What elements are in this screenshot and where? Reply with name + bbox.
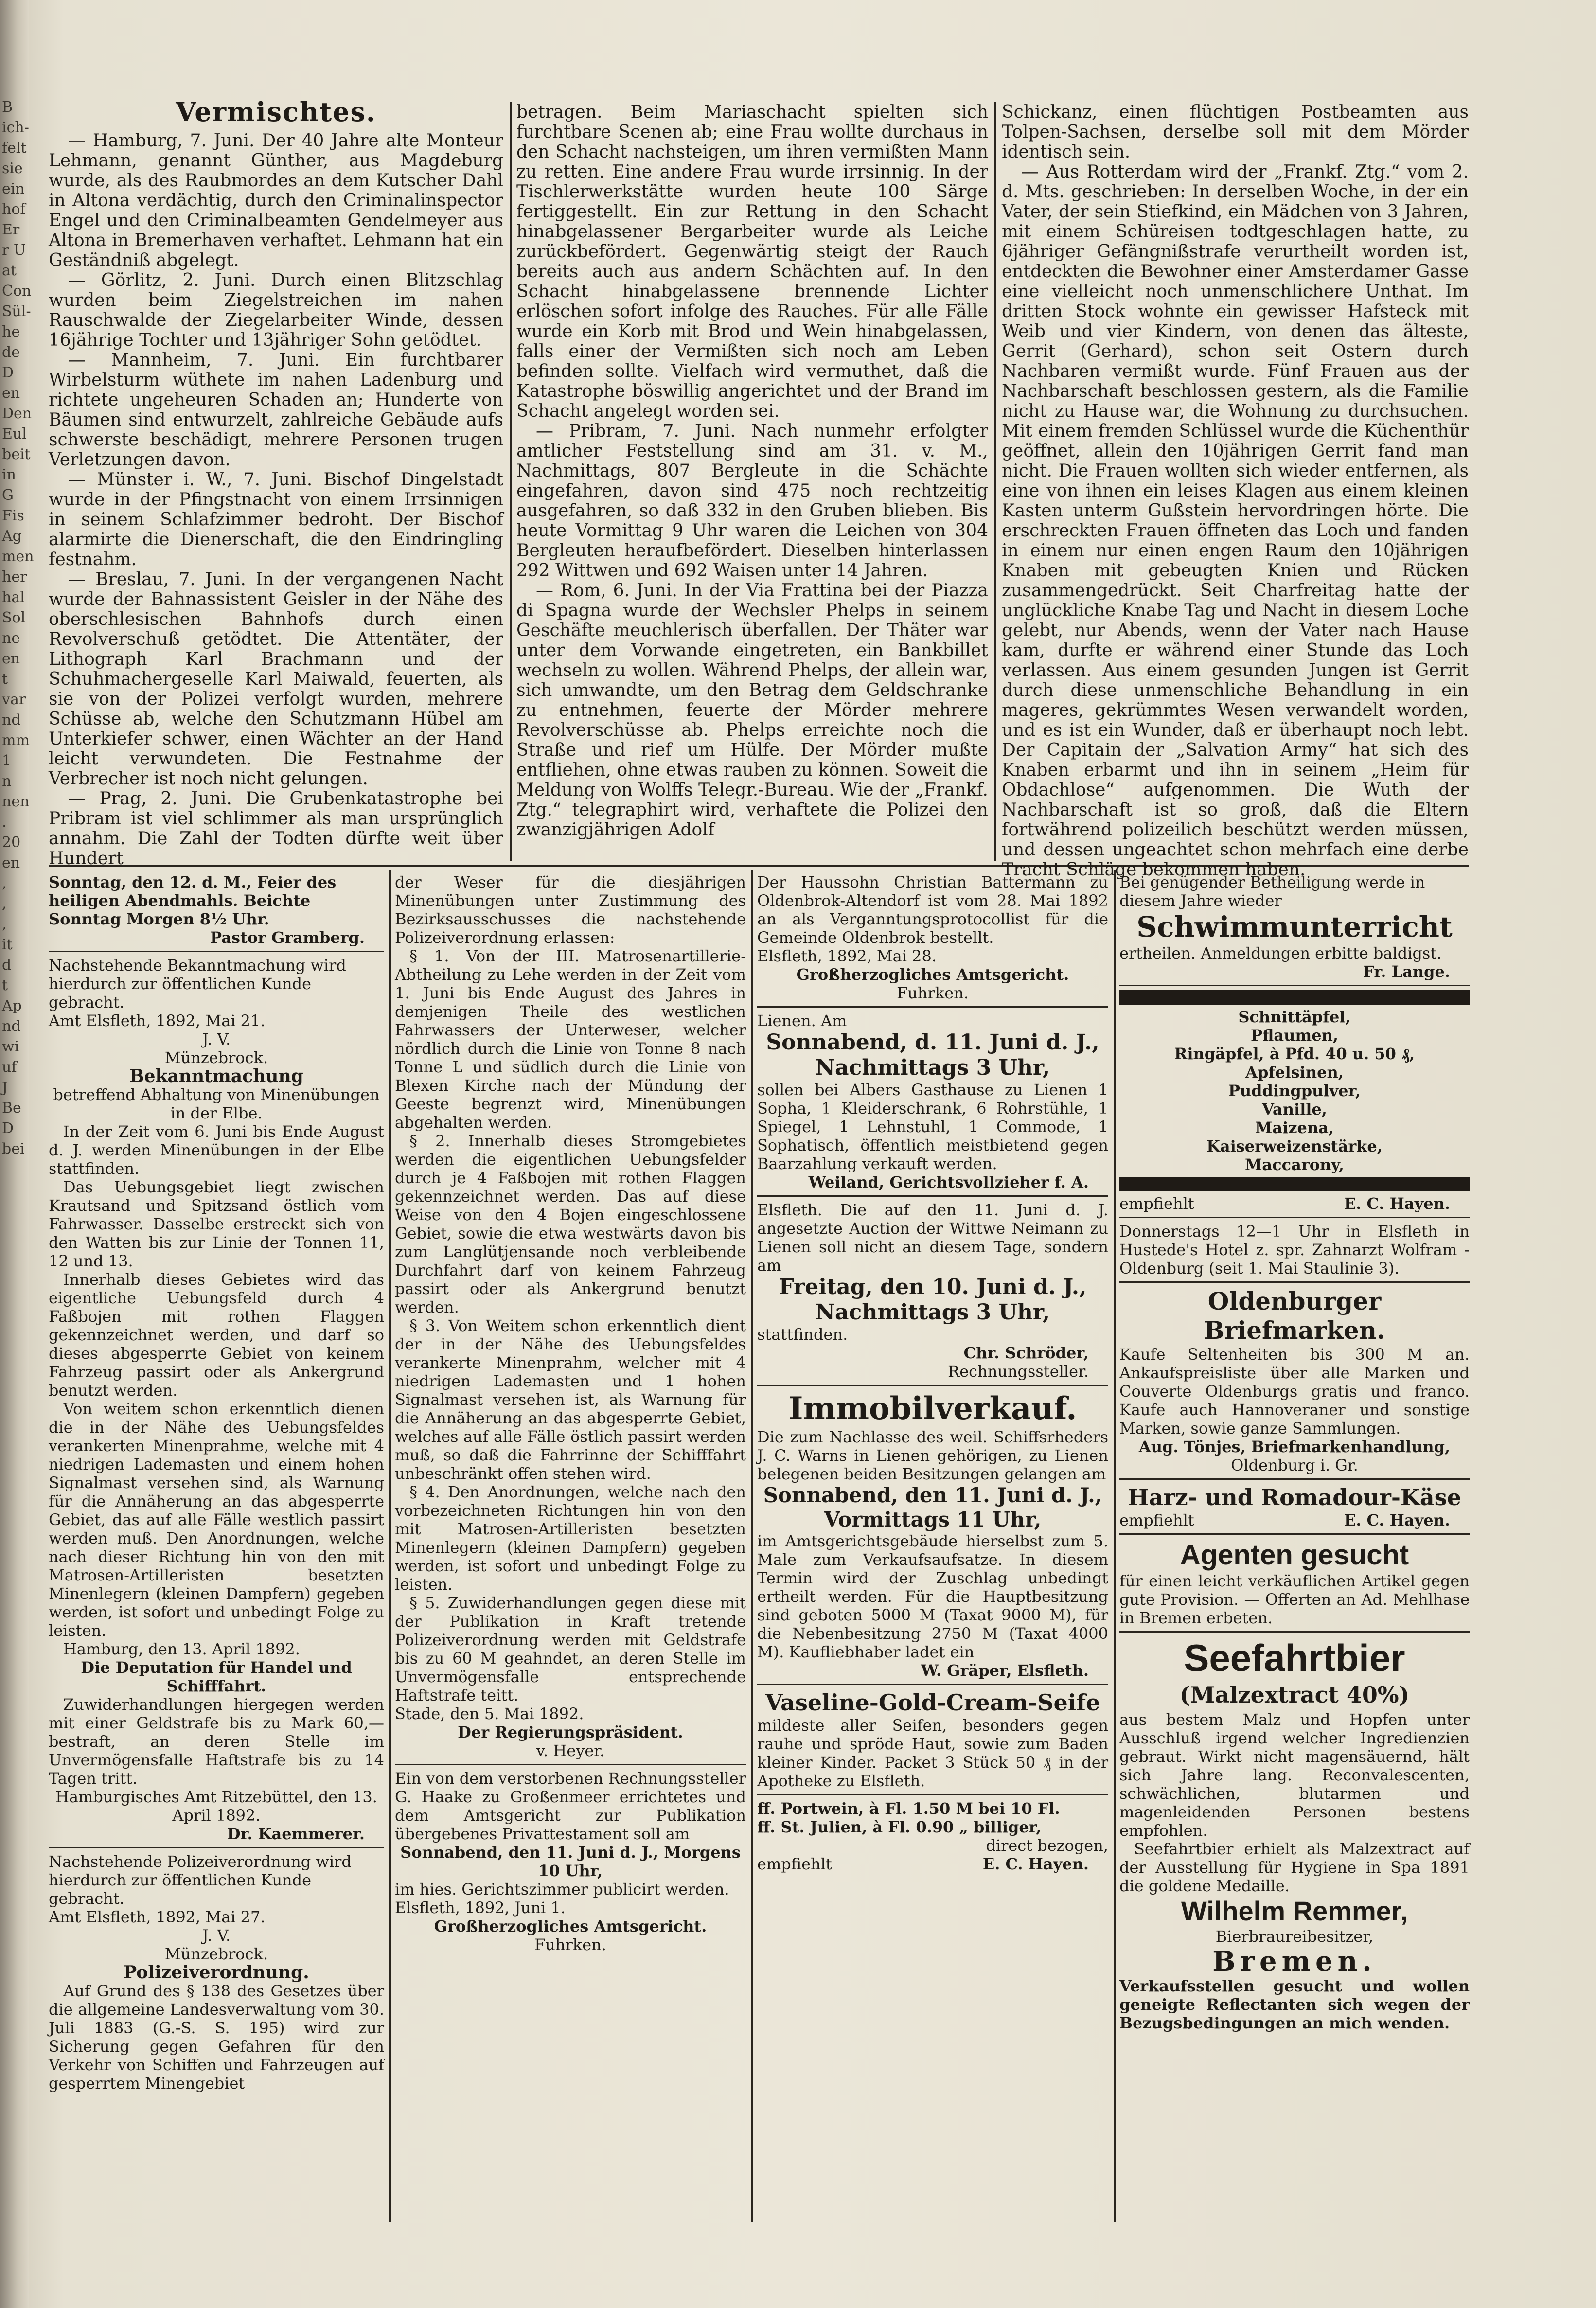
divider — [757, 1195, 1108, 1197]
notice-name: Münzebrock. — [164, 1048, 268, 1067]
news-paragraph: — Prag, 2. Juni. Die Grubenkatastrophe bei Pribram ist viel schlimmer als man ursprünglich annahm. Die Zahl der Todten dürfte weit über Hundert — [49, 789, 503, 869]
verkauf-text: Verkaufsstellen gesucht und wollen geneigte Reflectanten sich wegen der Bezugsbedingungen an mich wenden. — [1119, 1977, 1470, 2032]
immo-text: Die zum Nachlasse des weil. Schiffsrheders J. C. Warns in Lienen gehörigen, zu Lienen belegenen beiden Besitzungen gelangen am — [757, 1428, 1108, 1483]
divider — [1119, 1631, 1470, 1633]
signature: Weiland, Gerichtsvollzieher f. A. — [808, 1173, 1089, 1191]
news-paragraph: — Görlitz, 2. Juni. Durch einen Blitzschlag wurden beim Ziegelstreichen im nahen Rauschwalde der Ziegelarbeiter Winde, dessen 16jährige Tochter und 13jähriger Sohn getödtet. — [49, 270, 503, 350]
spine-text-fragments: B ich- felt sie ein hof Er r U at Con Sül- he de D en Den Eul beit in G Fis Ag men her hal Sol ne en t var nd mm 1 n nen . 20 en , , , it d t Ap nd wi uf J Be D bei — [2, 99, 34, 1157]
empfiehlt-row — [1119, 1511, 1470, 1529]
testament-rest: im hies. Gerichtszimmer publicirt werden. — [395, 1880, 729, 1899]
notice-iv: J. V. — [202, 1030, 231, 1048]
news-paragraph: — Rom, 6. Juni. In der Via Frattina bei der Piazza di Spagna wurde der Wechsler Phelps in seinem Geschäfte meuchlerisch überfallen. Der Thäter war unter dem Vorwande eingetreten, ein Bankbillet wechseln zu wollen. Während Phelps, der allein war, sich umwandte, um den Betrag dem Geldschranke zu entnehmen, feuerte der Mörder mehrere Revolverschüsse ab. Phelps erreichte noch die Straße und rief um Hülfe. Der Mörder mußte entfliehen, ohne etwas rauben zu können. Soweit die Meldung von Wolffs Telegr.-Bureau. Wie der „Frankf. Ztg.“ telegraphirt wird, verhaftete die Polizei den zwanzigjährigen Adolf — [516, 581, 988, 840]
seefahrtbier-title: Seefahrtbier — [1184, 1636, 1405, 1679]
news-paragraph: — Hamburg, 7. Juni. Der 40 Jahre alte Monteur Lehmann, genannt Günther, aus Magdeburg wurde, als des Raubmordes an dem Kutscher Dahl in Altona verdächtig, durch den Criminalinspector Engel und den Criminalbeamten Gendelmeyer aus Altona in Bremerhaven verhaftet. Lehmann hat ein Geständniß abgelegt. — [49, 131, 503, 270]
notice-date: Amt Elsfleth, 1892, Mai 27. — [49, 1908, 266, 1926]
bekanntmachung-title: Bekanntmachung — [129, 1066, 303, 1086]
vermischtes-column — [49, 96, 503, 869]
column-rule — [510, 102, 512, 861]
notice-paragraph: § 4. Den Anordnungen, welche nach den vorbezeichneten Richtungen hin von den mit Matrosen-Artilleristen besetzten Minenlegern (kleinen Dampfern) gegeben werden, ist sofort und unbedingt Folge zu leisten. — [395, 1483, 746, 1594]
news-paragraph: — Breslau, 7. Juni. In der vergangenen Nacht wurde der Bahnassistent Geisler in der Nähe des oberschlesischen Bahnhofs durch einen Revolverschuß getödtet. Die Attentäter, der Lithograph Karl Brachmann und der Schuhmachergeselle Karl Maiwald, feuerten, als sie von der Polizei verfolgt wurden, mehrere Schüsse ab, welche den Schutzmann Hübel am Unterkiefer schwer, einen Wächter an der Hand leicht verwundeten. Die Festnahme der Verbrecher ist noch nicht gelungen. — [49, 569, 503, 789]
empfiehlt-row — [757, 1855, 1108, 1873]
auction-place: Lienen. Am — [757, 1012, 847, 1030]
battermann-notice: Der Haussohn Christian Battermann zu Oldenbrok-Altendorf ist vom 28. Mai 1892 an als Verganntungsprotocollist für die Gemeinde Oldenbrok bestellt. — [757, 873, 1108, 947]
divider — [1119, 1533, 1470, 1535]
grocery-item: Ringäpfel, à Pfd. 40 u. 50 ₰, — [1174, 1045, 1415, 1063]
notice-name: Münzebrock. — [164, 1945, 268, 1963]
auction-text: sollen bei Albers Gasthause zu Lienen 1 Sopha, 1 Kleiderschrank, 6 Rohrstühle, 1 Spiegel, 1 Lehnstuhl, 1 Commode, 1 Sophatisch, öffentlich meistbietend gegen Baarzahlung verkauft werden. — [757, 1081, 1108, 1173]
schwimmunterricht-title: Schwimmunterricht — [1136, 910, 1453, 943]
grocery-item: Maizena, — [1255, 1118, 1334, 1137]
vermischtes-heading: Vermischtes. — [176, 96, 376, 127]
notice-paragraph: § 5. Zuwiderhandlungen gegen diese mit der Publikation in Kraft tretende Polizeiverordnung werden mit Geldstrafe bis zu 60 M geahndet, an deren Stelle im Unvermögensfalle entsprechende Haftstrafe teitt. — [395, 1594, 746, 1704]
signature-role: Rechnungssteller. — [948, 1362, 1089, 1381]
signature: E. C. Hayen. — [1344, 1194, 1450, 1213]
column-rule — [389, 870, 391, 2222]
divider — [395, 1764, 746, 1765]
testament-date: Sonnabend, den 11. Juni d. J., Morgens 10 Uhr, — [400, 1843, 741, 1880]
divider — [1119, 1217, 1470, 1218]
signature: Fuhrken. — [897, 984, 969, 1002]
empfiehlt: empfiehlt — [1119, 1194, 1194, 1213]
grocery-item: Maccarony, — [1245, 1155, 1344, 1174]
divider — [757, 1684, 1108, 1685]
news-paragraph: — Münster i. W., 7. Juni. Bischof Dingelstadt wurde in der Pfingstnacht von einem Irrsinnigen in seinem Schlafzimmer bedroht. Der Bischof alarmirte die Dienerschaft, die den Eindringling festnahm. — [49, 470, 503, 569]
grocery-item: Vanille, — [1262, 1100, 1327, 1118]
notice-paragraph: Das Uebungsgebiet liegt zwischen Krautsand und Spitzsand östlich vom Fahrwasser. Dasselbe erstreckt sich von den Watten bis zur Linie der Tonnen 11, 12 und 13. — [49, 1178, 384, 1270]
amtsgericht: Großherzogliches Amtsgericht. — [796, 965, 1069, 984]
column-rule — [1114, 870, 1116, 2222]
decorative-bar — [1119, 990, 1470, 1005]
news-paragraph: — Mannheim, 7. Juni. Ein furchtbarer Wirbelsturm wüthete im nahen Ladenburg und richtete ungeheuren Schaden an; Hunderte von Bäumen sind entwurzelt, zahlreiche Gebäude aufs schwerste beschädigt, mehrere Personen trugen Verletzungen davon. — [49, 350, 503, 470]
immo-rest: im Amtsgerichtsgebäude hierselbst zum 5. Male zum Verkaufsaufsatze. In diesem Termin wird der Zuschlag unbedingt ertheilt werden. Für die Hauptbesitzung sind geboten 5000 M (Taxat 9000 M), für die Nebenbesitzung 2750 M (Taxat 4000 M). Kaufliebhaber ladet ein — [757, 1532, 1108, 1661]
agenten-text: für einen leicht verkäuflichen Artikel gegen gute Provision. — Offerten an Ad. Mehlhase in Bremen erbeten. — [1119, 1572, 1470, 1627]
remmer-name: Wilhelm Remmer, — [1181, 1896, 1408, 1926]
notice-date: Elsfleth, 1892, Mai 28. — [757, 947, 937, 965]
notice-intro: Nachstehende Polizeiverordnung wird hierdurch zur öffentlichen Kunde gebracht. — [49, 1852, 352, 1908]
notice-iv: J. V. — [202, 1926, 231, 1945]
signature: Aug. Tönjes, Briefmarkenhandlung, — [1138, 1438, 1451, 1456]
grocery-item: Schnittäpfel, — [1238, 1008, 1351, 1026]
column-rule — [751, 870, 753, 2222]
signature: Pastor Gramberg. — [210, 928, 365, 947]
signature: Chr. Schröder, — [963, 1344, 1089, 1362]
amtsgericht: Großherzogliches Amtsgericht. — [434, 1917, 707, 1935]
deputation: Die Deputation für Handel und Schifffahrt. — [81, 1658, 352, 1695]
news-paragraph: — Aus Rotterdam wird der „Frankf. Ztg.“ vom 2. d. Mts. geschrieben: In derselben Woche, in der ein Vater, der sein Stiefkind, ein Mädchen von 3 Jahren, mit einem Schüreisen todtgeschlagen hatte, zu 6jähriger Gefängnißstrafe verurtheilt worden ist, entdeckten die Bewohner einer Amsterdamer Gasse eine vielleicht noch unmenschlichere Unthat. Im dritten Stock wohnte ein gewisser Hafsteck mit Weib und vier Kindern, von denen das älteste, Gerrit (Gerhard), schon seit Ostern durch Nachbaren vermißt wurde. Fünf Frauen aus der Nachbarschaft beschlossen gestern, als die Familie nicht zu Hause war, die Wohnung zu durchsuchen. Mit einem fremden Schlüssel wurde die Küchenthür geöffnet, allein den 10jährigen Gerrit fand man nicht. Die Frauen wollten sich wieder entfernen, als eine von ihnen ein leises Klagen aus einem kleinen Kasten unterm Gußstein hervordringen hörte. Die erschreckten Frauen öffneten das Loch und fanden in einem nur einen engen Raum den 10jährigen Knaben mit gebeugten Knien und Rücken zusammengedrückt. Seit Charfreitag hatte der unglückliche Knabe Tag und Nacht in diesem Loche gelebt, nur Abends, wenn der Vater nach Hause kam, durfte er während einer Stunde das Loch verlassen. Aus einem gesunden Jungen ist Gerrit durch diese unmenschliche Behandlung in ein mageres, gekrümmtes Wesen verwandelt worden, und es ist ein Wunder, daß er überhaupt noch lebt. Der Capitain der „Salvation Army“ hat sich des Knaben erbarmt und ihn in seinem „Heim für Obdachlose“ aufgenommen. Die Wuth der Nachbarschaft ist so groß, daß die Eltern fortwährend polizeilich beschützt werden müssen, und dessen ungeachtet schon mehrfach eine derbe Tracht Schläge bekommen haben. — [1002, 162, 1469, 880]
binding-spine — [0, 0, 34, 2308]
divider — [757, 1385, 1108, 1386]
notice-intro: Nachstehende Bekanntmachung wird hierdurch zur öffentlichen Kunde gebracht. — [49, 956, 346, 1012]
notice-paragraph: Hamburg, den 13. April 1892. — [63, 1640, 300, 1658]
signature-place: Oldenburg i. Gr. — [1231, 1456, 1358, 1474]
zahnarzt-notice: Donnerstags 12—1 Uhr in Elsfleth in Hustede's Hotel z. spr. Zahnarzt Wolfram - Oldenburg (seit 1. Mai Staulinie 3). — [1119, 1222, 1470, 1278]
testament-notice: Ein von dem verstorbenen Rechnungssteller G. Haake zu Großenmeer errichtetes und dem Amtsgericht zur Publikation übergebenes Privattestament soll am — [395, 1769, 746, 1843]
news-column-2 — [516, 102, 988, 861]
polizeiverordnung-title: Polizeiverordnung. — [124, 1962, 309, 1983]
ads-column-4 — [1119, 873, 1470, 2220]
signature: Fr. Lange. — [1363, 962, 1450, 981]
news-paragraph: betragen. Beim Mariaschacht spielten sich furchtbare Scenen ab; eine Frau wollte durchaus in den Schacht nachsteigen, um ihren vermißten Mann zu retten. Eine andere Frau wurde irrsinnig. In der Tischlerwerkstätte wurden heute 100 Särge fertiggestellt. Ein zur Rettung in den Schacht hinabgelassener Bergarbeiter wurde als Leiche zurückbefördert. Gegenwärtig steigt der Rauch bereits auch aus andern Schächten auf. In den Schacht hinabgelassene brennende Lichter erlöschen sofort infolge des Rauches. Für alle Fälle wurde ein Korb mit Brod und Wein hinabgelassen, falls einer der Vermißten sich noch am Leben befinden sollte. Vielfach wird vermuthet, daß die Katastrophe böswillig angerichtet und der Brand im Schacht angelegt worden sei. — [516, 102, 988, 421]
decorative-bar — [1119, 1177, 1470, 1191]
bremen: Bremen. — [1212, 1945, 1377, 1977]
signature: Dr. Kaemmerer. — [227, 1825, 365, 1843]
notice-date: Elsfleth, 1892, Juni 1. — [395, 1899, 566, 1917]
empfiehlt-row — [1119, 1194, 1470, 1213]
divider — [757, 1794, 1108, 1795]
immo-date: Sonnabend, den 11. Juni d. J., Vormittags 11 Uhr, — [763, 1483, 1102, 1531]
grocery-item: Apfelsinen, — [1245, 1063, 1344, 1082]
news-paragraph: — Pribram, 7. Juni. Nach nunmehr erfolgter amtlicher Feststellung sind am 31. v. M., Nachmittags, 807 Bergleute in die Schächte eingefahren, davon sind 475 noch rechtzeitig ausgefahren, so daß 332 in den Gruben blieben. Bis heute Vormittag 9 Uhr waren die Leichen von 304 Bergleuten heraufbefördert. Dieselben hinterlassen 292 Wittwen und 692 Waisen unter 14 Jahren. — [516, 421, 988, 581]
news-paragraph: Schickanz, einen flüchtigen Postbeamten aus Tolpen-Sachsen, derselbe soll mit dem Mörder identisch sein. — [1002, 102, 1469, 162]
notice-paragraph: § 2. Innerhalb dieses Stromgebietes werden die eigentlichen Uebungsfelder durch je 4 Faßbojen mit rothen Flaggen gekennzeichnet werden. Das auf diese Weise von den 4 Bojen eingeschlossene Gebiet, sowie die etwa westwärts davon bis zum Langlütjensande noch verbleibende Durchfahrt darf von keinem Fahrzeug passirt oder als Ankergrund benutzt werden. — [395, 1132, 746, 1316]
notices-column-1 — [49, 873, 384, 2220]
notices-column-2 — [395, 873, 746, 2220]
schwimm-text: ertheilen. Anmeldungen erbitte baldigst. — [1119, 944, 1442, 962]
vaseline-title: Vaseline-Gold-Cream-Seife — [765, 1689, 1100, 1716]
divider — [1119, 985, 1470, 986]
notice-paragraph: In der Zeit vom 6. Juni bis Ende August d. J. werden Minenübungen in der Elbe stattfinden. — [49, 1122, 384, 1178]
agenten-title: Agenten gesucht — [1180, 1539, 1409, 1571]
notice-paragraph: Zuwiderhandlungen hiergegen werden mit einer Geldstrafe bis zu Mark 60,— bestraft, an deren Stelle im Unvermögensfalle Haftstrafe bis zu 14 Tagen tritt. — [49, 1695, 384, 1788]
schwimm-intro: Bei genügender Betheiligung werde in diesem Jahre wieder — [1119, 873, 1425, 910]
signature: W. Gräper, Elsfleth. — [921, 1661, 1089, 1680]
notice-paragraph: § 1. Von der III. Matrosenartillerie-Abtheilung zu Lehe werden in der Zeit vom 1. Juni bis Ende August des Jahres in demjenigen Theile des westlichen Fahrwassers der Unterweser, welcher nördlich durch die Linie von Tonne 8 nach Tonne L und südlich durch die Linie von Blexen Kirche nach der Mündung der Geeste begrenzt wird, Minenübungen abgehalten werden. — [395, 947, 746, 1132]
seefahrt-text: aus bestem Malz und Hopfen unter Ausschluß irgend welcher Ingredienzien gebraut. Wirkt nicht magensäuernd, hält sich Jahre lang. Reconvalescenten, schwächlichen, blutarmen und magenleidenden Personen bestens empfohlen. — [1119, 1710, 1470, 1840]
sonntag-notice: Sonntag, den 12. d. M., Feier des heiligen Abendmahls. Beichte Sonntag Morgen 8½ Uhr. — [49, 873, 337, 928]
portwein: ff. Portwein, à Fl. 1.50 M bei 10 Fl. — [757, 1799, 1060, 1818]
auction-rest: stattfinden. — [757, 1325, 848, 1344]
empfiehlt: empfiehlt — [1119, 1511, 1194, 1529]
auction-date: Sonnabend, d. 11. Juni d. J., Nachmittags 3 Uhr, — [766, 1030, 1099, 1080]
empfiehlt: empfiehlt — [757, 1855, 832, 1873]
news-column-3 — [1002, 102, 1469, 880]
grocery-item: Kaiserweizenstärke, — [1206, 1137, 1383, 1155]
grocery-item: Puddingpulver, — [1228, 1082, 1361, 1100]
divider — [1119, 1281, 1470, 1283]
direct: direct bezogen, — [986, 1836, 1108, 1855]
notice-date: Amt Elsfleth, 1892, Mai 21. — [49, 1012, 266, 1030]
notice-paragraph: § 3. Von Weitem schon erkenntlich dient der in der Nähe des Uebungsfeldes verankerte Minenprahm, welcher mit 4 niedrigen Lademasten und 1 hohen Signalmast versehen ist, als Warnung für die Annäherung an das abgesperrte Gebiet, welches auf alle Fälle östlich passirt werden muß, so daß die Fahrrinne der Schifffahrt unbeschränkt offen stehen wird. — [395, 1316, 746, 1483]
auction-date: Freitag, den 10. Juni d. J., Nachmittags 3 Uhr, — [779, 1275, 1087, 1325]
remmer-role: Bierbraureibesitzer, — [1215, 1927, 1374, 1946]
divider — [49, 951, 384, 952]
column-rule — [994, 102, 996, 861]
ritzebuettel: Hamburgisches Amt Ritzebüttel, den 13. April 1892. — [55, 1788, 377, 1825]
grocery-item: Pflaumen, — [1251, 1026, 1338, 1045]
auction-notice: Elsfleth. Die auf den 11. Juni d. J. angesetzte Auction der Wittwe Neimann zu Lienen soll nicht an diesem Tage, sondern am — [757, 1201, 1108, 1275]
signature: E. C. Hayen. — [982, 1855, 1089, 1873]
malzextract: (Malzextract 40%) — [1179, 1682, 1410, 1708]
bekanntmachung-subtitle: betreffend Abhaltung von Minenübungen in der Elbe. — [53, 1085, 380, 1122]
briefmarken-title: Oldenburger Briefmarken. — [1204, 1287, 1385, 1345]
praesident: Der Regierungspräsident. — [458, 1723, 683, 1741]
signature: v. Heyer. — [536, 1741, 605, 1760]
ads-column-3 — [757, 873, 1108, 2220]
vaseline-text: mildeste aller Seifen, besonders gegen rauhe und spröde Haut, sowie zum Baden kleiner Kinder. Packet 3 Stück 50 ₰ in der Apotheke zu Elsfleth. — [757, 1716, 1108, 1790]
notice-date: Stade, den 5. Mai 1892. — [395, 1704, 584, 1723]
notice-paragraph: Von weitem schon erkenntlich dienen die in der Nähe des Uebungsfeldes verankerten Minenprahme, welche mit 4 niedrigen Lademasten und einem hohen Signalmast versehen sind, als Warnung für die Annäherung an das abgesperrte Gebiet, das auf alle Fälle westlich passirt werden muß. Den Anordnungen, welche nach dieser Richtung hin von den mit Matrosen-Artilleristen besetzten Minenlegern (kleinen Dampfern) gegeben werden, ist sofort und unbedingt Folge zu leisten. — [49, 1400, 384, 1640]
kaese-title: Harz- und Romadour-Käse — [1128, 1484, 1461, 1510]
seefahrt-text: Seefahrtbier erhielt als Malzextract auf der Ausstellung für Hygiene in Spa 1891 die goldene Medaille. — [1119, 1840, 1470, 1895]
divider — [49, 1847, 384, 1848]
immobilverkauf-title: Immobilverkauf. — [788, 1390, 1077, 1427]
briefmarken-text: Kaufe Seltenheiten bis 300 M an. Ankaufspreisliste über alle Marken und Couverte Oldenburgs gratis und franco. Kaufe auch Hannoveraner und sonstige Marken, sowie ganze Sammlungen. — [1119, 1345, 1470, 1438]
divider — [757, 1006, 1108, 1008]
divider — [1119, 1478, 1470, 1480]
signature: E. C. Hayen. — [1344, 1511, 1450, 1529]
notice-paragraph: der Weser für die diesjährigen Minenübungen unter Zustimmung des Bezirksausschusses die nachstehende Polizeiverordnung erlassen: — [395, 873, 746, 947]
notice-paragraph: Innerhalb dieses Gebietes wird das eigentliche Uebungsfeld durch 4 Faßbojen mit rothen Flaggen gekennzeichnet werden, und darf so dieses abgesperrte Gebiet von keinem Fahrzeug passirt oder als Ankergrund benutzt werden. — [49, 1270, 384, 1400]
st-julien: ff. St. Julien, à Fl. 0.90 „ billiger, — [757, 1818, 1042, 1836]
signature: Fuhrken. — [534, 1935, 606, 1954]
notice-paragraph: Auf Grund des § 138 des Gesetzes über die allgemeine Landesverwaltung vom 30. Juli 1883 (G.-S. S. 195) wird zur Sicherung gegen Gefahren für den Verkehr von Schiffen und Fahrzeugen auf gesperrtem Minengebiet — [49, 1982, 384, 2093]
